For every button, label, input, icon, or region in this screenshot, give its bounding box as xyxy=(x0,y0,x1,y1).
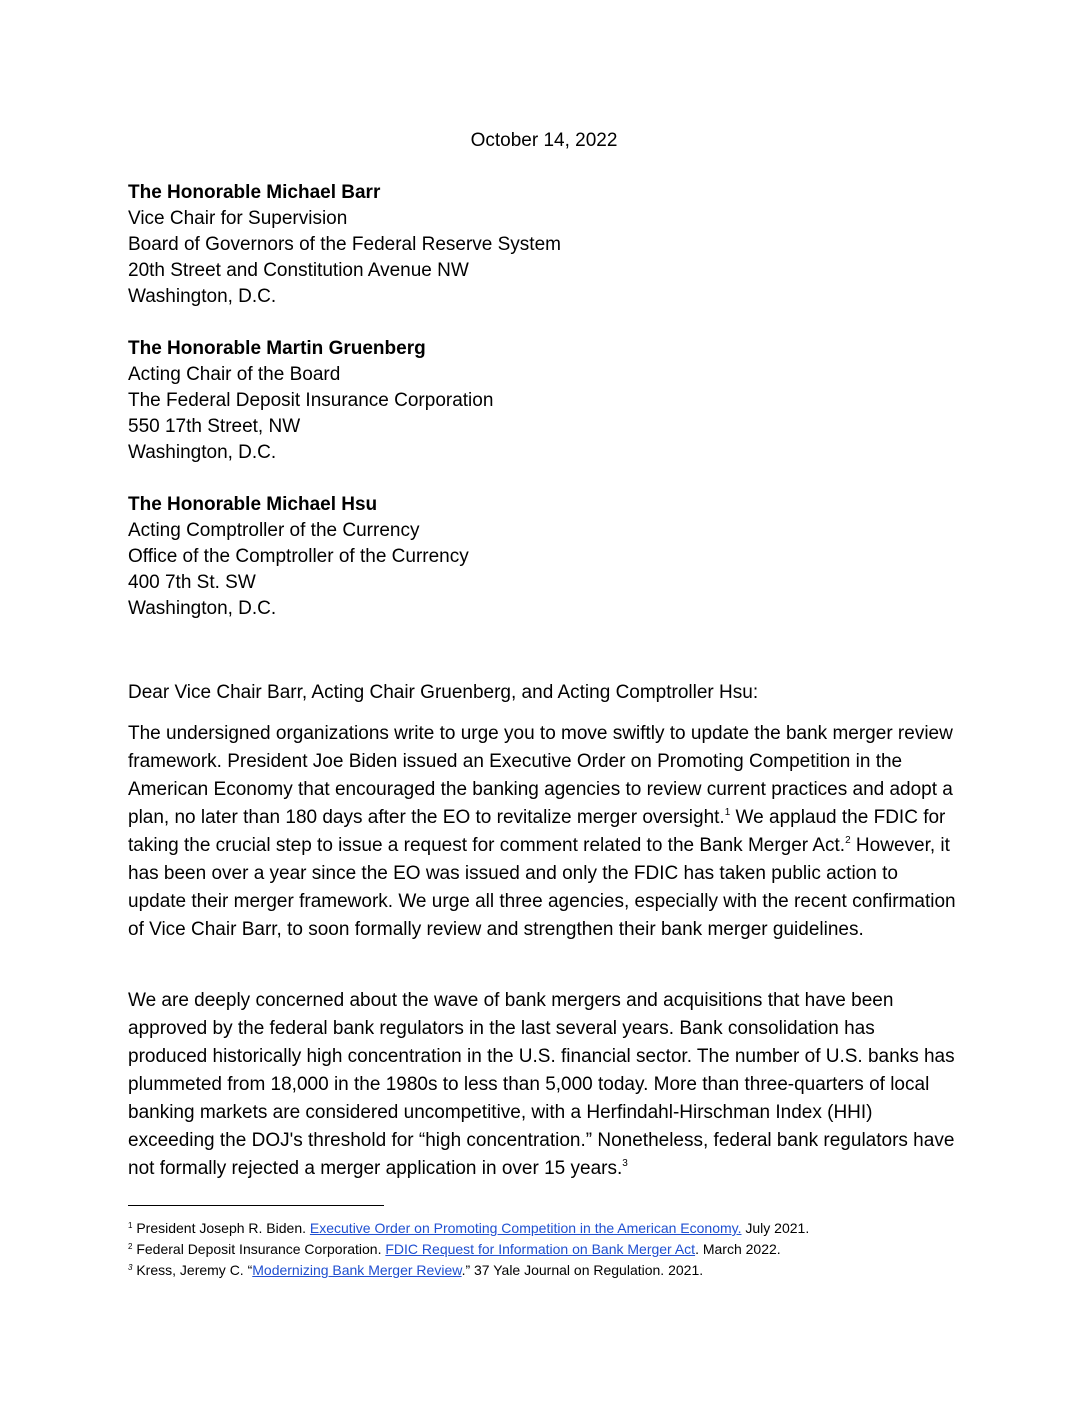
body-paragraph-1 xyxy=(128,720,958,944)
paragraph-text: The undersigned organizations write to urge you to move swiftly to update the bank merger review framework. President Joe Biden issued an Executive Order on Promoting Competition in the American Economy that encouraged the banking agencies to review current practices and adopt a plan, no later than 180 days after the EO to revitalize merger oversight. xyxy=(128,723,953,828)
addressee-line: Acting Comptroller of the Currency xyxy=(128,520,420,541)
addressee-line: Acting Chair of the Board xyxy=(128,364,341,385)
addressee-block-barr xyxy=(128,180,561,310)
addressee-line: Washington, D.C. xyxy=(128,286,277,307)
addressee-line: Board of Governors of the Federal Reserve System xyxy=(128,234,561,255)
footnote-link[interactable]: Executive Order on Promoting Competition in the American Economy. xyxy=(309,1220,742,1236)
paragraph-text: However, it has been over a year since the EO was issued and only the FDIC has taken public action to update their merger framework. We urge all three agencies, especially with the recent confirmation of Vice Chair Barr, to soon formally review and strengthen their bank merger guidelines. xyxy=(128,835,956,940)
footnote-number: 2 xyxy=(128,1242,133,1251)
footnote-number: 1 xyxy=(128,1221,133,1230)
paragraph-text: We applaud the FDIC for taking the crucial step to issue a request for comment related to the Bank Merger Act. xyxy=(128,807,946,856)
addressee-line: 400 7th St. SW xyxy=(128,572,256,593)
footnote-2 xyxy=(128,1239,968,1260)
addressee-block-hsu xyxy=(128,492,469,622)
addressee-name: The Honorable Michael Barr xyxy=(128,182,381,203)
footnote-number: 3 xyxy=(128,1263,133,1272)
addressee-name: The Honorable Michael Hsu xyxy=(128,494,378,515)
addressee-line: The Federal Deposit Insurance Corporation xyxy=(128,390,494,411)
footnote-link[interactable]: Modernizing Bank Merger Review xyxy=(252,1262,462,1278)
footnote-ref: 2 xyxy=(845,835,851,846)
footnote-text: . March 2022. xyxy=(695,1241,781,1257)
addressee-line: Vice Chair for Supervision xyxy=(128,208,348,229)
footnote-divider xyxy=(128,1205,384,1206)
footnote-text: President Joseph R. Biden. xyxy=(132,1220,310,1236)
footnote-3 xyxy=(128,1260,968,1281)
footnote-ref: 1 xyxy=(724,807,731,818)
letter-date: October 14, 2022 xyxy=(470,130,618,151)
footnote-text: Kress, Jeremy C. “ xyxy=(132,1262,253,1278)
footnote-text: Federal Deposit Insurance Corporation. xyxy=(132,1241,386,1257)
salutation: Dear Vice Chair Barr, Acting Chair Gruenberg, and Acting Comptroller Hsu: xyxy=(128,682,759,703)
footnote-text: July 2021. xyxy=(741,1220,810,1236)
paragraph-text: We are deeply concerned about the wave of bank mergers and acquisitions that have been approved by the federal bank regulators in the last several years. Bank consolidation has produced historically high concentration in the U.S. financial sector. The number of U.S. banks has plummeted from 18,000 in the 1980s to less than 5,000 today. More than three-quarters of local banking markets are considered uncompetitive, with a Herfindahl-Hirschman Index (HHI) exceeding the DOJ's threshold for “high concentration.” Nonetheless, federal bank regulators have not formally rejected a merger application in over 15 years. xyxy=(128,990,955,1179)
footnote-1 xyxy=(128,1218,968,1239)
body-paragraph-2 xyxy=(128,987,958,1183)
footnote-link[interactable]: FDIC Request for Information on Bank Merger Act xyxy=(385,1241,696,1257)
addressee-line: 20th Street and Constitution Avenue NW xyxy=(128,260,469,281)
addressee-block-gruenberg xyxy=(128,336,493,466)
addressee-line: Washington, D.C. xyxy=(128,598,277,619)
footnote-ref: 3 xyxy=(622,1158,628,1169)
addressee-name: The Honorable Martin Gruenberg xyxy=(128,338,426,359)
addressee-line: Washington, D.C. xyxy=(128,442,277,463)
footnote-text: .” 37 Yale Journal on Regulation. 2021. xyxy=(461,1262,704,1278)
footnotes xyxy=(128,1218,968,1281)
addressee-line: Office of the Comptroller of the Currency xyxy=(128,546,469,567)
addressee-line: 550 17th Street, NW xyxy=(128,416,301,437)
